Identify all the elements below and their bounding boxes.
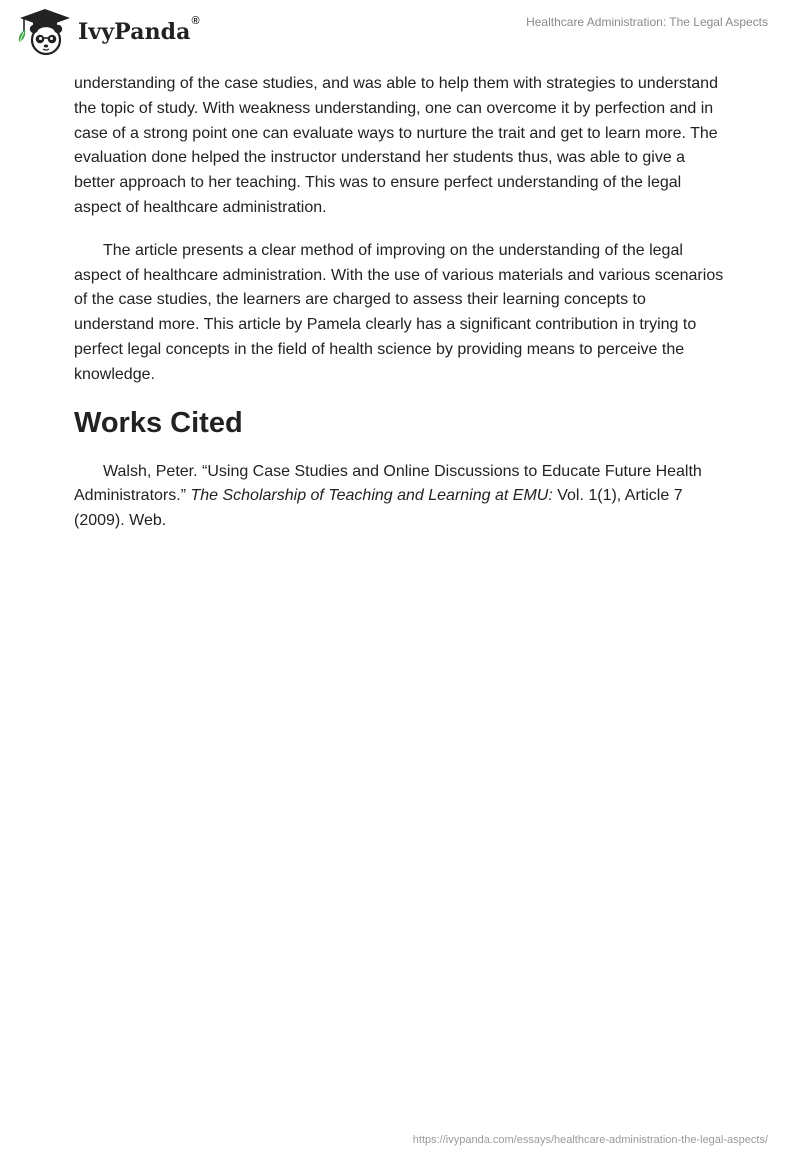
registered-mark: ® [191,15,200,27]
essay-body [74,72,728,534]
brand-name: IvyPanda® [78,15,200,45]
citation-tail: Vol. 1(1), Article 7 (2009). Web. [74,487,683,530]
footer-url[interactable]: https://ivypanda.com/essays/healthcare-administration-the-legal-aspects/ [412,1134,768,1146]
paragraph-continued: understanding of the case studies, and was able to help them with strategies to understand the topic of study. With weakness understanding, one can overcome it by perfection and in case of a strong point one can evaluate ways to nurture the trait and get to learn more. The evaluation done helped the instructor understand her students thus, was able to give a better approach to her teaching. This was to ensure perfect understanding of the legal aspect of healthcare administration. [74,75,718,216]
works-cited-heading: Works Cited [74,406,243,439]
citation-entry [74,460,728,534]
paragraph: The article presents a clear method of improving on the understanding of the legal aspect of healthcare administration. With the use of various materials and various scenarios of the case studies, the learners are charged to assess their learning concepts to understand more. This article by Pamela clearly has a significant contribution in trying to perfect legal concepts in the field of health science by providing means to perceive the knowledge. [74,241,724,383]
page-header [0,0,800,64]
document-title: Healthcare Administration: The Legal Aspects [526,15,768,29]
brand-logo[interactable] [16,8,200,56]
panda-graduation-cap-icon [16,8,74,56]
citation-lead: Walsh, Peter. “Using Case Studies and Online Discussions to Educate Future Health Administrators.” [74,462,702,505]
citation-source: The Scholarship of Teaching and Learning at EMU: [190,487,553,505]
